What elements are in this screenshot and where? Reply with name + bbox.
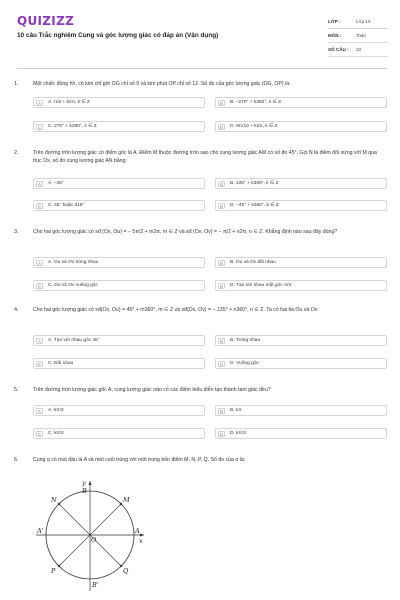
option-text: D. Tạo với nhau một góc π/4 — [230, 283, 292, 288]
option-text: B. 135° + k360°, k ∈ Z — [230, 181, 279, 186]
question-number: 3. — [14, 229, 19, 235]
label-b-prime: B' — [92, 581, 99, 589]
option-letter: B — [218, 100, 225, 106]
option-text: A. Ou và Ov trùng nhau — [48, 260, 99, 265]
label-n: N — [51, 496, 57, 504]
meta-value: Toán — [356, 33, 366, 38]
option-text: A. kπ/3 — [48, 408, 64, 413]
option-text: D. kπ/3 — [230, 431, 246, 436]
meta-value: Lớp 10 — [356, 19, 371, 24]
meta-row-class — [328, 15, 388, 29]
option-text: C. 270° + k360°, k ∈ Z — [48, 124, 97, 129]
option-b[interactable] — [215, 257, 387, 268]
option-text: A. –45° — [48, 181, 64, 186]
option-c[interactable] — [33, 280, 205, 291]
label-p: P — [51, 567, 56, 575]
point-m — [120, 503, 122, 505]
option-text: C. kπ/2 — [48, 431, 64, 436]
option-letter: C — [37, 362, 42, 367]
quizizz-logo: QUIZIZZ — [17, 14, 75, 28]
point-p — [58, 565, 60, 567]
question-text: Trên đường tròn lượng giác có điểm gốc là A. Điểm M thuộc đường tròn sao cho cung lượng giác AM có số đo 45°. Gọi N là điểm đối xứng với M qua trục Ox, số đo cung lượng giác AN bằng: — [33, 150, 377, 164]
question-text: Cung α có mút đầu là A và mút cuối trùng với một trong bốn điểm M, N, P, Q. Số đo của α là: — [33, 457, 246, 463]
option-letter: D — [219, 204, 224, 209]
option-d[interactable] — [215, 200, 387, 211]
meta-row-count — [328, 43, 388, 57]
option-letter: D — [219, 432, 224, 437]
label-o: O — [91, 536, 97, 544]
page-header — [0, 0, 400, 64]
label-m: M — [123, 496, 130, 504]
option-letter: A — [36, 260, 43, 266]
question-number: 6. — [14, 457, 19, 463]
unit-circle-figure — [32, 477, 146, 593]
option-letter: C — [37, 284, 42, 289]
option-letter: A — [36, 181, 43, 187]
option-a[interactable] — [33, 97, 205, 108]
option-letter: A — [36, 100, 43, 106]
question-text: Một chiếc đồng hồ, có kim chỉ giờ OG chỉ số 9 và kim phút OP chỉ số 12. Số đo của góc lượng giác (OG, OP) là: — [33, 81, 291, 87]
meta-label: MÔN : — [328, 33, 342, 38]
question-number: 5. — [14, 387, 19, 393]
point-n — [58, 503, 60, 505]
option-letter: C — [37, 204, 42, 209]
option-letter: B — [218, 181, 225, 187]
option-letter: B — [218, 338, 225, 344]
meta-label: SỐ CÂU : — [328, 47, 349, 52]
option-letter: B — [218, 260, 225, 266]
option-letter: D — [219, 284, 224, 289]
header-divider — [17, 68, 387, 69]
option-d[interactable] — [215, 121, 387, 132]
option-c[interactable] — [33, 358, 205, 369]
option-text: D. 9π/10 + k2π, k ∈ Z — [230, 124, 278, 129]
question-number: 2. — [14, 150, 19, 156]
label-y: y — [82, 479, 86, 487]
option-c[interactable] — [33, 200, 205, 211]
option-text: B. kπ — [230, 408, 242, 413]
page-title: 10 câu Trắc nghiệm Cung và góc lượng giác có đáp án (Vận dụng) — [17, 32, 219, 39]
option-b[interactable] — [215, 405, 387, 416]
option-letter: B — [218, 408, 225, 414]
option-c[interactable] — [33, 428, 205, 439]
option-letter: C — [37, 432, 42, 437]
option-text: B. Trùng nhau — [230, 338, 261, 343]
option-text: A. Tạo với nhau góc 45° — [48, 338, 100, 343]
option-a[interactable] — [33, 335, 205, 346]
question-text: Trên đường tròn lượng giác gốc A, cung lượng giác nào có các điểm biểu diễn tạo thành tam giác đều? — [33, 387, 271, 393]
option-a[interactable] — [33, 405, 205, 416]
option-letter: A — [36, 408, 43, 414]
question-number: 4. — [14, 307, 19, 313]
meta-value: 10 — [356, 47, 362, 52]
option-a[interactable] — [33, 178, 205, 189]
option-c[interactable] — [33, 121, 205, 132]
option-d[interactable] — [215, 358, 387, 369]
option-text: B. –270° + k360°, k ∈ Z — [230, 100, 282, 105]
option-text: C. Ou và Ov vuông góc — [48, 283, 98, 288]
option-b[interactable] — [215, 178, 387, 189]
option-letter: A — [36, 338, 43, 344]
point-q — [120, 565, 122, 567]
option-d[interactable] — [215, 280, 387, 291]
option-b[interactable] — [215, 97, 387, 108]
option-text: A. π/2 + k2π, k ∈ Z — [48, 100, 90, 105]
option-letter: D — [219, 362, 224, 367]
label-q: Q — [123, 567, 129, 575]
label-a: A — [135, 527, 140, 535]
option-d[interactable] — [215, 428, 387, 439]
meta-row-subject — [328, 29, 388, 43]
option-text: D. Vuông góc — [230, 361, 259, 366]
meta-info — [328, 15, 388, 57]
option-text: C. Đối nhau — [48, 361, 74, 366]
label-b: B — [82, 487, 87, 495]
option-letter: D — [219, 125, 224, 130]
y-axis-arrow — [89, 481, 92, 485]
label-x: x — [139, 537, 143, 545]
option-text: D. –45° + k360°, k ∈ Z — [230, 203, 279, 208]
option-letter: C — [37, 125, 42, 130]
question-text: Cho hai góc lượng giác có sđ(Ox, Ou) = 45° + m360°, m ∈ Z và sđ(Ox, Ov) = − 135° + n360°, n ∈ Z. Ta có hai tia Ou và Ov: — [33, 307, 319, 313]
option-a[interactable] — [33, 257, 205, 268]
label-a-prime: A' — [37, 527, 44, 535]
question-number: 1. — [14, 81, 19, 87]
option-text: B. Ou và Ov đối nhau — [230, 260, 276, 265]
option-text: C. 45° hoặc 315° — [48, 203, 85, 208]
question-text: Cho hai góc lượng giác có sđ (Ox, Ou) = − 5π/2 + m2π, m ∈ Z và sđ (Ox, Ov) = − π/2 + n2π, n ∈ Z. Khẳng định nào sau đây đúng? — [33, 229, 338, 235]
meta-label: LỚP : — [328, 19, 341, 24]
option-b[interactable] — [215, 335, 387, 346]
